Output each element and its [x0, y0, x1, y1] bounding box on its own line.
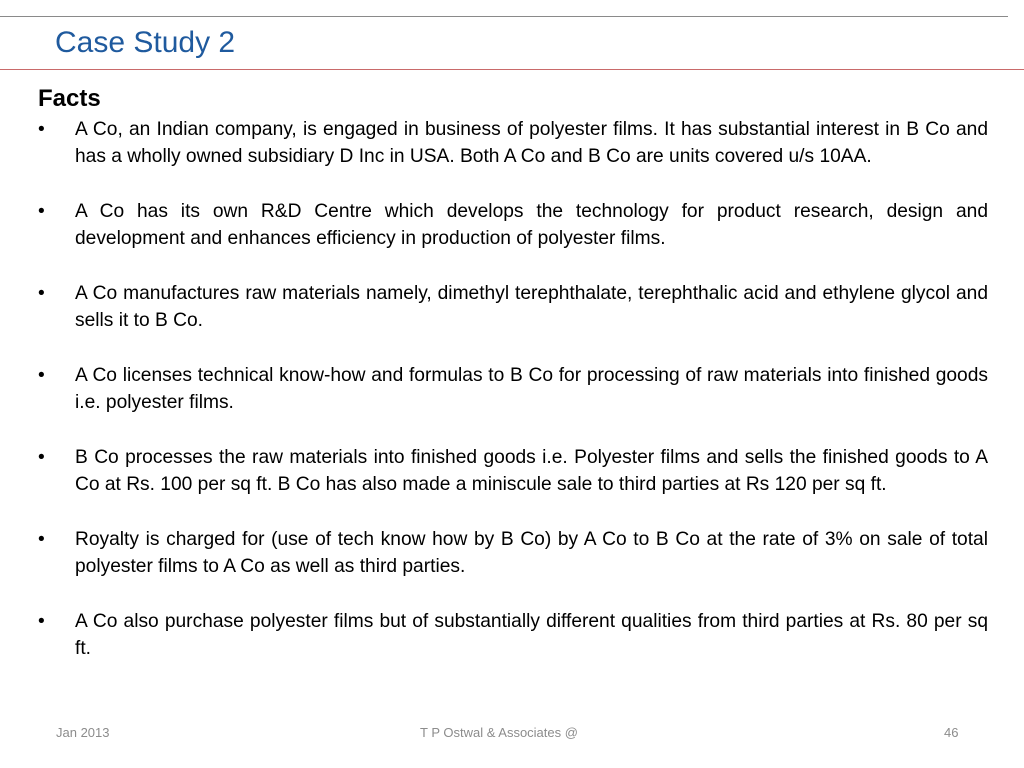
list-item-text: A Co, an Indian company, is engaged in business of polyester films. It has substantial interest in B Co and has a wholly owned subsidiary D Inc in USA. Both A Co and B Co are units covered u/s 10AA.: [75, 119, 988, 167]
bullet-icon: •: [38, 611, 45, 632]
slide-title: Case Study 2: [55, 26, 236, 59]
list-item: [38, 280, 988, 334]
footer-firm: T P Ostwal & Associates @: [420, 725, 578, 740]
list-item-text: A Co manufactures raw materials namely, dimethyl terephthalate, terephthalic acid and ethylene glycol and sells it to B Co.: [75, 283, 988, 331]
list-item-text: A Co has its own R&D Centre which develops the technology for product research, design and development and enhances efficiency in production of polyester films.: [75, 201, 988, 249]
list-item: [38, 444, 988, 498]
list-item: [38, 198, 988, 252]
bullet-icon: •: [38, 365, 45, 386]
top-divider: [0, 16, 1008, 17]
bullet-icon: •: [38, 529, 45, 550]
bullet-icon: •: [38, 447, 45, 468]
footer-page-number: 46: [944, 725, 959, 740]
bullet-icon: •: [38, 119, 45, 140]
title-divider: [0, 69, 1024, 70]
list-item-text: A Co also purchase polyester films but of substantially different qualities from third parties at Rs. 80 per sq ft.: [75, 611, 988, 659]
list-item-text: A Co licenses technical know-how and formulas to B Co for processing of raw materials into finished goods i.e. polyester films.: [75, 365, 988, 413]
facts-list: [38, 116, 988, 662]
list-item: [38, 608, 988, 662]
list-item: [38, 362, 988, 416]
slide-content: [38, 83, 988, 662]
footer-date: Jan 2013: [56, 725, 110, 740]
list-item: [38, 116, 988, 170]
list-item-text: Royalty is charged for (use of tech know how by B Co) by A Co to B Co at the rate of 3% on sale of total polyester films to A Co as well as third parties.: [75, 529, 988, 577]
bullet-icon: •: [38, 201, 45, 222]
list-item: [38, 526, 988, 580]
bullet-icon: •: [38, 283, 45, 304]
section-heading: Facts: [38, 85, 101, 112]
list-item-text: B Co processes the raw materials into finished goods i.e. Polyester films and sells the finished goods to A Co at Rs. 100 per sq ft. B Co has also made a miniscule sale to third parties at Rs 120 per sq ft.: [75, 447, 988, 495]
